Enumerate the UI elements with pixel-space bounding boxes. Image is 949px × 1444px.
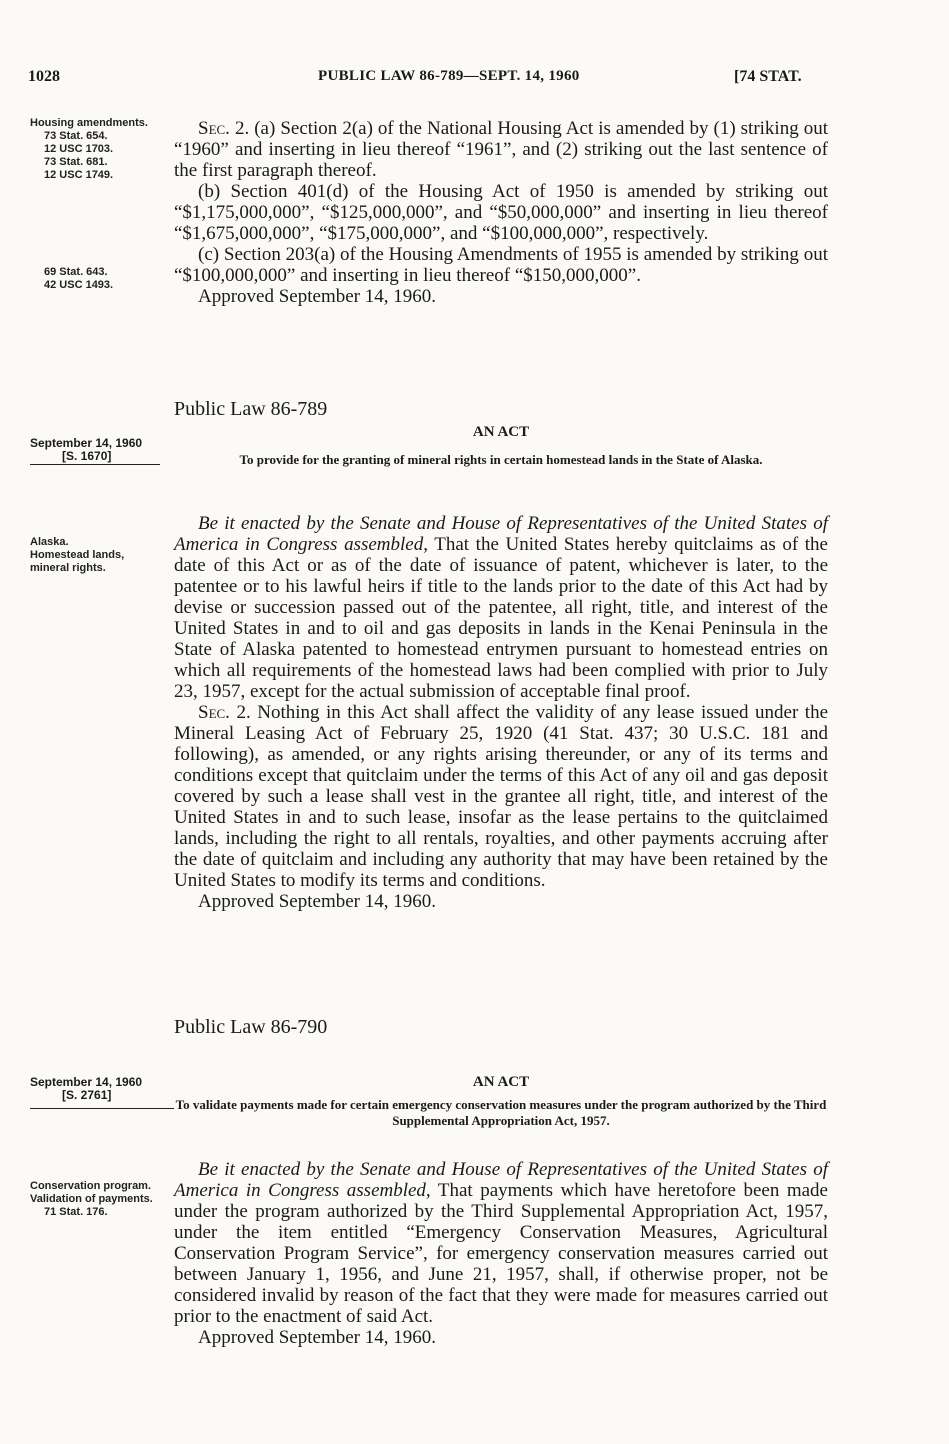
page-number: 1028 bbox=[28, 68, 60, 85]
section-one-text: That the United States hereby quitclaims as of the date of this Act or as of the date of issuance of patent, whichever is later, to the patentee or to his lawful heirs if title to the lands prior to the date of this Act had by devise or succession passed out of the patentee, all right, title, and interest of the United States in and to oil and gas deposits in lands in the Kenai Peninsula in the State of Alaska patented to homestead entrymen pursuant to homestead entries on which all requirements of the homestead laws had been complied with prior to July 23, 1957, except for the actual submission of acceptable final proof. bbox=[174, 534, 828, 702]
bill-number: [S. 2761] bbox=[62, 1088, 112, 1102]
margin-note: 42 USC 1493. bbox=[44, 279, 114, 291]
approval-line: Approved September 14, 1960. bbox=[198, 1327, 436, 1348]
paragraph-c: (c) Section 203(a) of the Housing Amendments of 1955 is amended by striking out “$100,000,000” and inserting in lieu thereof “$150,000,000”. bbox=[174, 244, 828, 286]
an-act-heading: AN ACT bbox=[472, 424, 530, 440]
law-title-789: Public Law 86-789 bbox=[174, 398, 328, 420]
margin-note: Alaska. bbox=[30, 536, 69, 548]
paragraph-a: (a) Section 2(a) of the National Housing Act is amended by (1) striking out “1960” and inserting in lieu thereof “1961”, and (2) striking out the last sentence of the first paragraph thereof. bbox=[174, 118, 829, 181]
approval-line: Approved September 14, 1960. bbox=[198, 286, 436, 307]
margin-note: Housing amendments. bbox=[30, 117, 148, 129]
margin-notes-housing bbox=[30, 117, 162, 182]
divider-rule bbox=[30, 1108, 174, 1109]
law-title-790: Public Law 86-790 bbox=[174, 1016, 328, 1038]
margin-note: 71 Stat. 176. bbox=[44, 1206, 108, 1218]
law-789-body bbox=[174, 513, 828, 912]
date-block-789 bbox=[30, 437, 160, 463]
bill-number: [S. 1670] bbox=[62, 449, 112, 463]
act-title: To provide for the granting of mineral rights in certain homestead lands in the State of Alaska. bbox=[239, 452, 763, 467]
approval-line: Approved September 14, 1960. bbox=[198, 891, 436, 912]
enacting-clause: Be it enacted by the Senate and House of Representatives of the United States of America in Congress assembled, bbox=[174, 1159, 828, 1201]
margin-note: Validation of payments. bbox=[30, 1193, 153, 1205]
section-two-text: Nothing in this Act shall affect the validity of any lease issued under the Mineral Leasing Act of February 25, 1920 (41 Stat. 437; 30 U.S.C. 181 and following), as amended, or any rights arising thereunder, or any of its terms and conditions except that quitclaim under the terms of this Act of any oil and gas deposit covered by such a lease shall vest in the grantee all right, title, and interest of the United States in and to such lease, insofar as the lease pertains to the quitclaimed lands, including the right to all rentals, royalties, and other payments accruing after the date of quitclaim and including any authority that may have been retained by the United States to modify its terms and conditions. bbox=[174, 702, 829, 891]
margin-notes-conservation bbox=[30, 1180, 162, 1219]
act-title: To validate payments made for certain emergency conservation measures under the program authorized by the Third Supplemental Appropriation Act, 1957. bbox=[175, 1097, 827, 1128]
enactment-date: September 14, 1960 bbox=[30, 1075, 143, 1089]
enactment-date: September 14, 1960 bbox=[30, 436, 143, 450]
running-head: PUBLIC LAW 86-789—SEPT. 14, 1960 bbox=[318, 68, 580, 84]
an-act-heading: AN ACT bbox=[472, 1074, 530, 1090]
margin-note: 73 Stat. 654. bbox=[44, 130, 108, 142]
date-block-790 bbox=[30, 1076, 160, 1102]
margin-note: 73 Stat. 681. bbox=[44, 156, 108, 168]
divider-rule bbox=[30, 464, 160, 465]
margin-note: 12 USC 1749. bbox=[44, 169, 114, 181]
enacting-clause: Be it enacted by the Senate and House of Representatives of the United States of America in Congress assembled, bbox=[174, 513, 828, 555]
margin-note: Homestead lands, mineral rights. bbox=[30, 549, 125, 574]
volume-label: [74 STAT. bbox=[734, 68, 802, 85]
margin-notes-alaska bbox=[30, 536, 162, 575]
law-790-body bbox=[174, 1159, 828, 1348]
margin-note: 69 Stat. 643. bbox=[44, 266, 108, 278]
section-two-housing bbox=[174, 118, 828, 307]
margin-notes-1955 bbox=[30, 266, 162, 292]
page-header bbox=[28, 68, 928, 92]
section-text: That payments which have heretofore been made under the program authorized by the Third Supplemental Appropriation Act, 1957, under the item entitled “Emergency Conservation Measures, Agricultural Conservation Program Service”, for emergency conservation measures carried out between January 1, 1956, and June 21, 1957, shall, if otherwise proper, not be considered invalid by reason of the fact that they were made for measures carried out prior to the enactment of said Act. bbox=[174, 1180, 828, 1327]
margin-note: 12 USC 1703. bbox=[44, 143, 114, 155]
margin-note: Conservation program. bbox=[30, 1180, 152, 1192]
section-label: Sec. 2. bbox=[198, 702, 251, 723]
paragraph-b: (b) Section 401(d) of the Housing Act of 1950 is amended by striking out “$1,175,000,000”, “$125,000,000”, and “$50,000,000” and inserting in lieu thereof “$1,675,000,000”, “$175,000,000”, and “$100,000,000”, respectively. bbox=[174, 181, 828, 244]
section-label: Sec. 2. bbox=[198, 118, 250, 139]
